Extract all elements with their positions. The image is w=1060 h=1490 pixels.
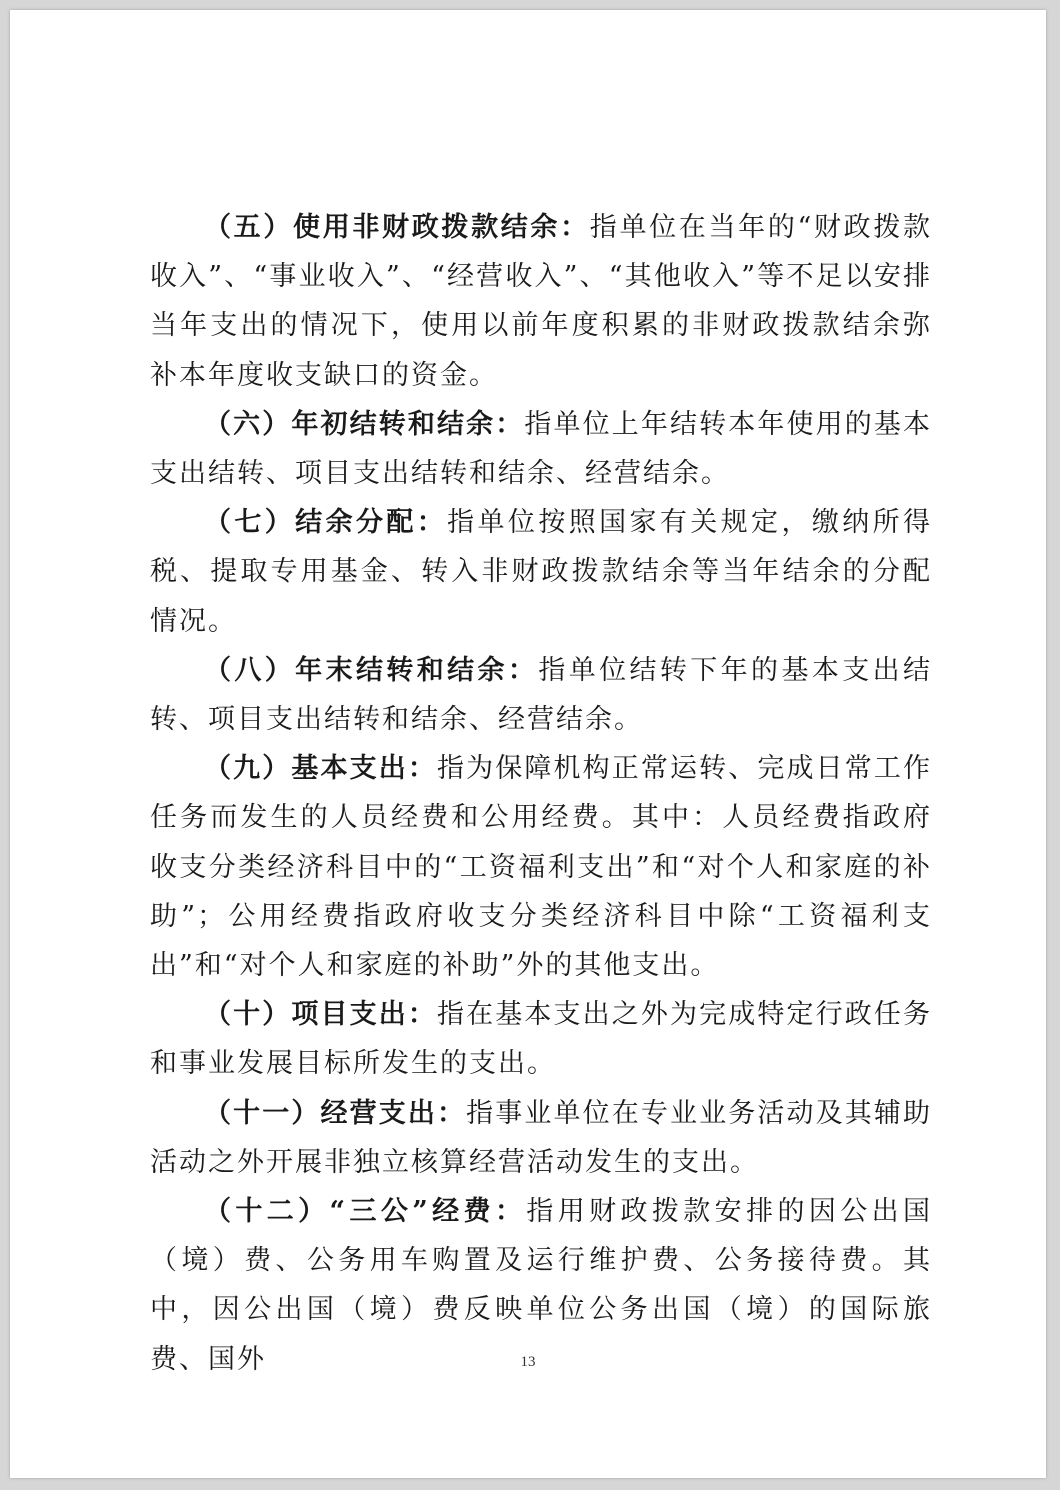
document-page [10, 10, 1046, 1478]
paragraph-11 [150, 1089, 932, 1187]
term-definition: 指单位上年结转本年使用的基本支出结转、项目支出结转和结余、经营结余。 [150, 408, 932, 490]
term-heading: （九）基本支出： [204, 753, 437, 785]
paragraph-9 [150, 744, 932, 990]
term-heading: （五）使用非财政拨款结余： [204, 212, 590, 243]
term-definition: 指单位结转下年的基本支出结转、项目支出结转和结余、经营结余。 [150, 654, 933, 736]
paragraph-5 [150, 203, 932, 400]
page-number: 13 [520, 1354, 536, 1370]
document-body [150, 203, 932, 1384]
term-heading: （七）结余分配： [204, 507, 448, 539]
term-heading: （十二）“三公”经费： [204, 1196, 527, 1228]
term-heading: （六）年初结转和结余： [204, 408, 525, 440]
paragraph-10 [150, 990, 932, 1088]
term-definition: 指为保障机构正常运转、完成日常工作任务而发生的人员经费和公用经费。其中：人员经费指政府收支分类经济科目中的“工资福利支出”和“对个人和家庭的补助”；公用经费指政府收支分类经济科目中除“工资福利支出”和“对个人和家庭的补助”外的其他支出。 [150, 753, 932, 982]
paragraph-7 [150, 498, 932, 646]
paragraph-6 [150, 400, 932, 498]
term-definition: 指事业单位在专业业务活动及其辅助活动之外开展非独立核算经营活动发生的支出。 [150, 1097, 932, 1178]
term-definition: 指单位在当年的“财政拨款收入”、“事业收入”、“经营收入”、“其他收入”等不足以安排当年支出的情况下，使用以前年度积累的非财政拨款结余弥补本年度收支缺口的资金。 [150, 212, 933, 391]
term-heading: （八）年末结转和结余： [204, 654, 539, 686]
paragraph-8 [150, 646, 932, 744]
term-heading: （十）项目支出： [204, 999, 437, 1031]
term-definition: 指用财政拨款安排的因公出国（境）费、公务用车购置及运行维护费、公务接待费。其中，因公出国（境）费反映单位公务出国（境）的国际旅费、国外 [150, 1196, 933, 1375]
term-heading: （十一）经营支出： [204, 1097, 467, 1129]
term-definition: 指单位按照国家有关规定，缴纳所得税、提取专用基金、转入非财政拨款结余等当年结余的分配情况。 [150, 507, 933, 637]
term-definition: 指在基本支出之外为完成特定行政任务和事业发展目标所发生的支出。 [150, 999, 932, 1080]
